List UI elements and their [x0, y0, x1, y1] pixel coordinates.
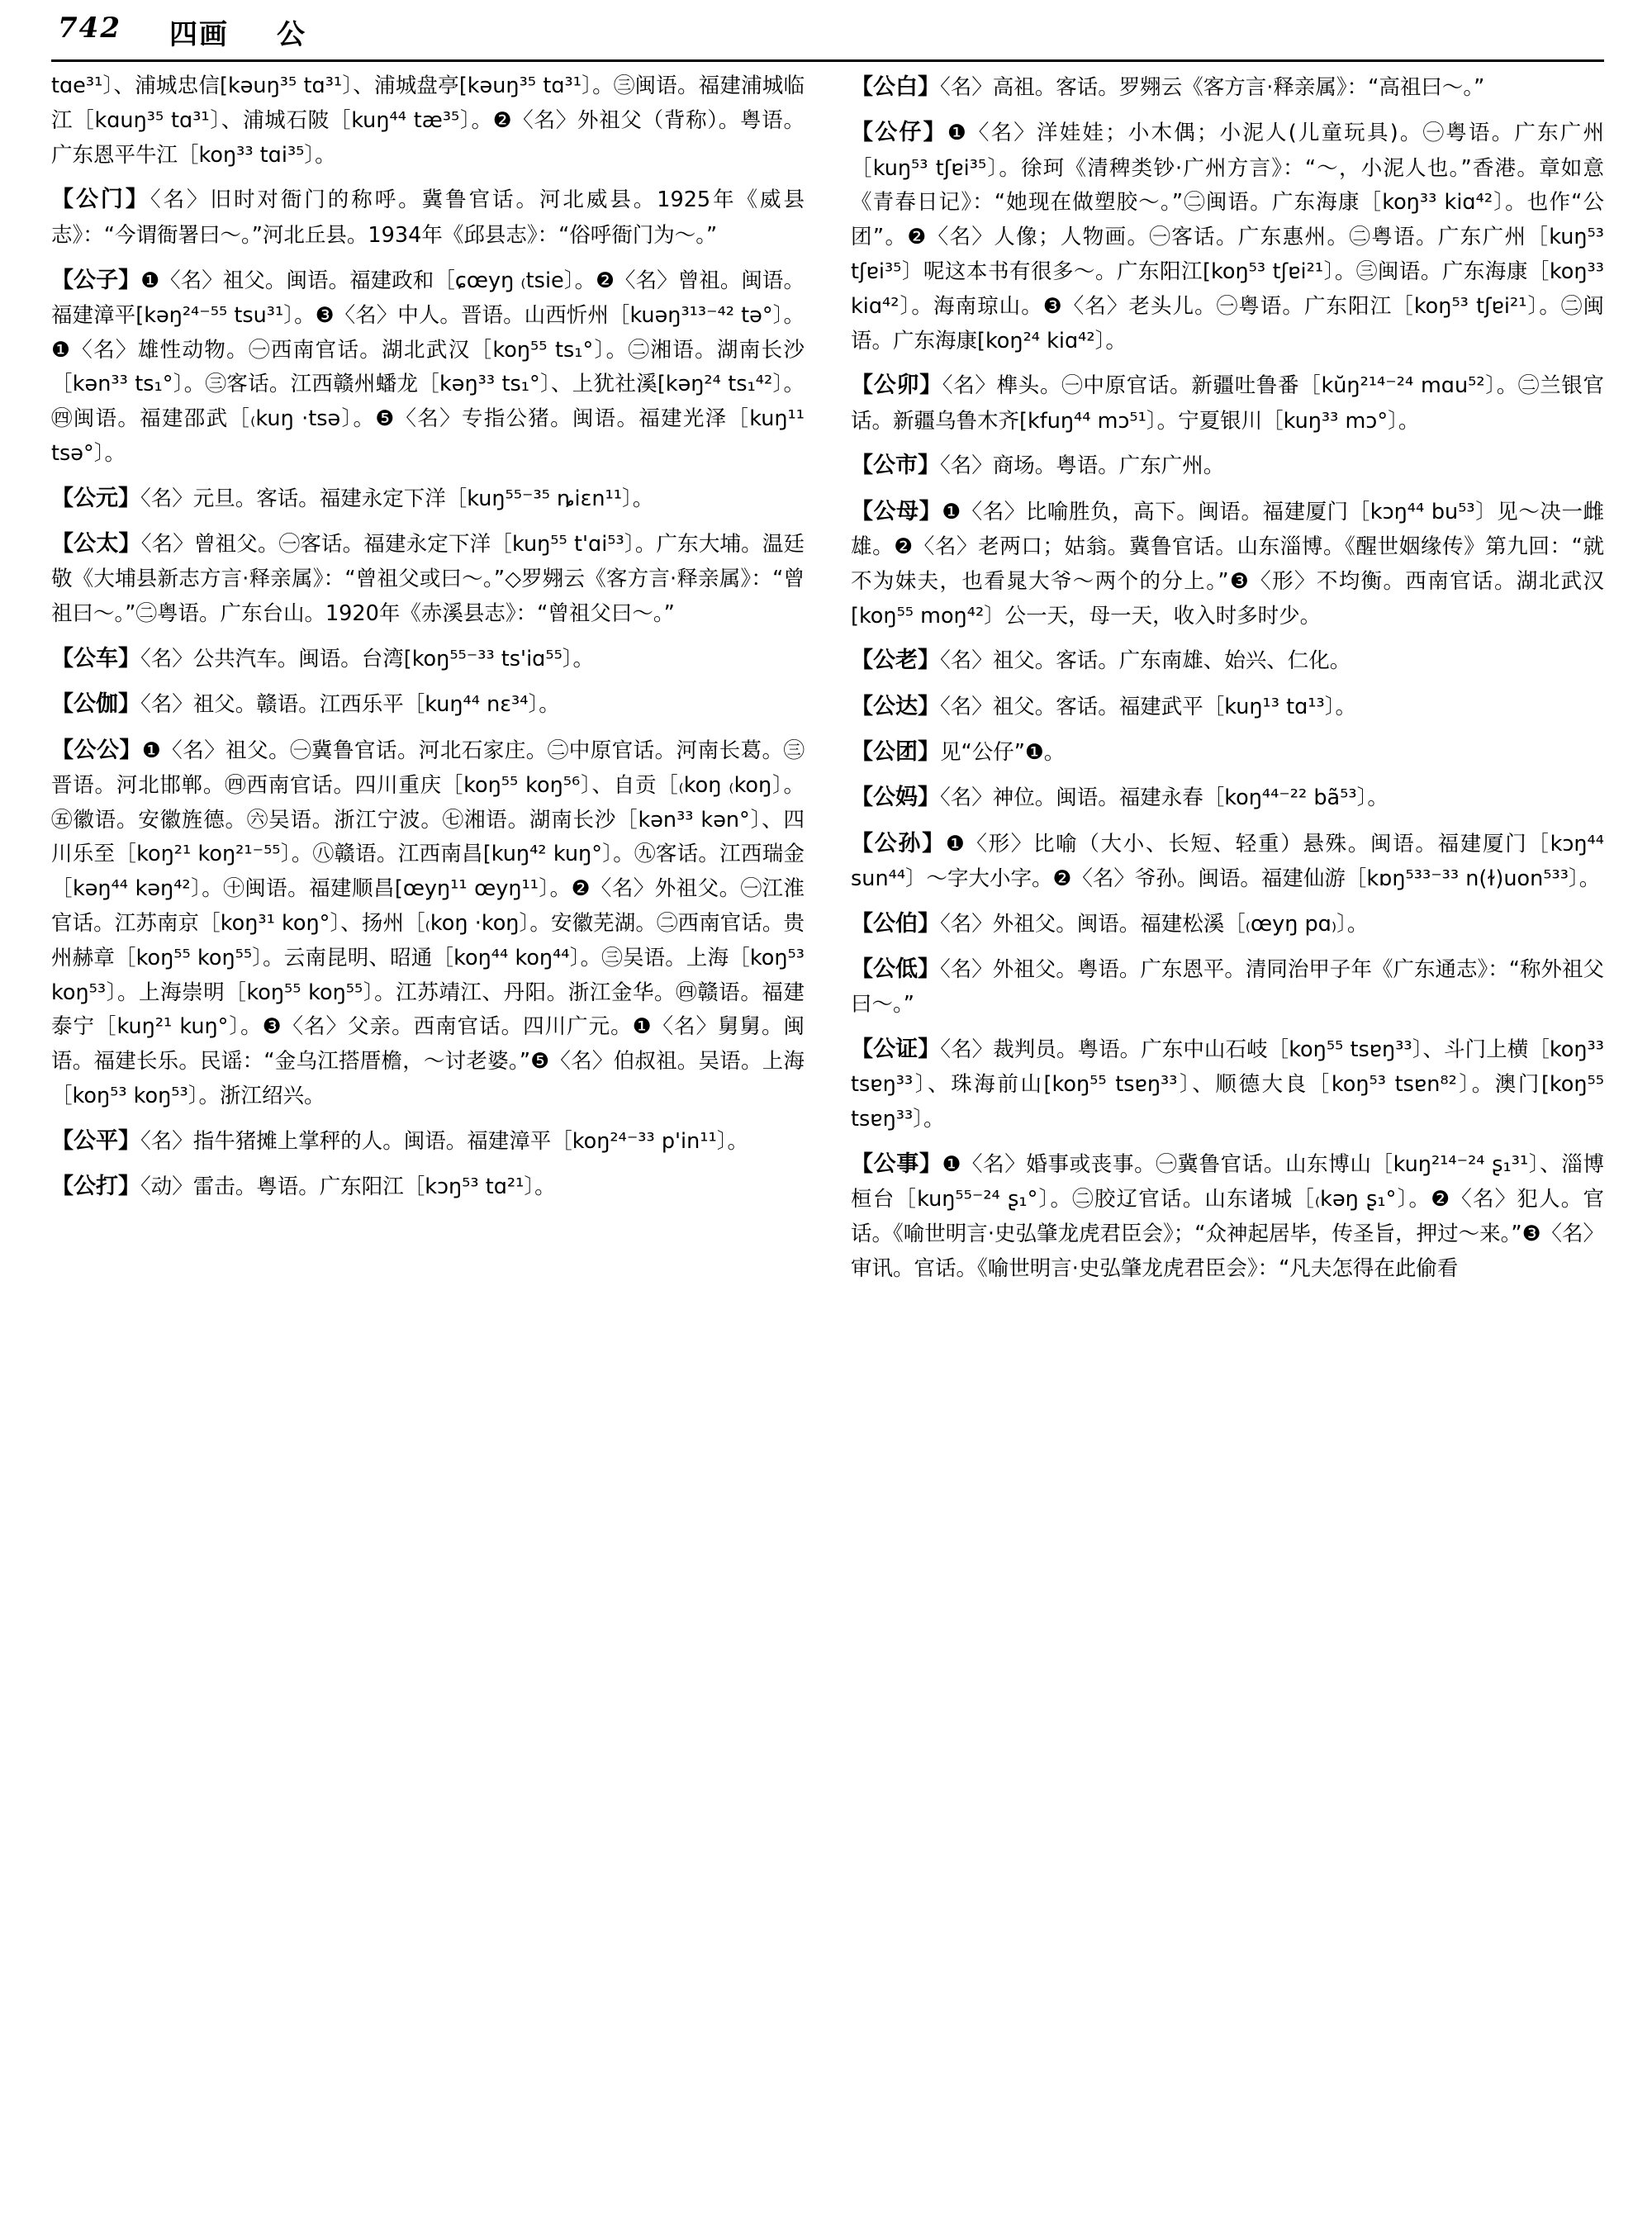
entry-gongbai — [851, 69, 1604, 106]
page-number: 742 — [58, 12, 121, 45]
entry-gongping — [51, 1123, 805, 1160]
entry-headword: 【公子】 — [51, 267, 141, 293]
entry-gongmao — [851, 368, 1604, 439]
entry-headword: 【公元】 — [51, 485, 140, 511]
entry-headword: 【公老】 — [851, 648, 940, 674]
entry-headword: 【公证】 — [851, 1036, 941, 1062]
entry-text: 〈名〉元旦。客话。福建永定下洋［kuŋ⁵⁵⁻³⁵ ȵiɛn¹¹〕。 — [140, 486, 654, 511]
entry-gongzai — [851, 115, 1604, 358]
entry-text: 〈名〉祖父。赣语。江西乐平［kuŋ⁴⁴ nɛ³⁴〕。 — [140, 692, 560, 718]
entry-text: 〈名〉裁判员。粤语。广东中山石岐［koŋ⁵⁵ tsɐŋ³³〕、斗门上横［koŋ³³ tsɐŋ³³〕、珠海前山[koŋ⁵⁵ tsɐŋ³³〕、顺德大良［koŋ⁵³ tsɐn⁸²〕。澳门[koŋ⁵⁵ tsɐŋ³³〕。 — [851, 1037, 1605, 1132]
entry-text: 〈名〉祖父。客话。广东南雄、始兴、仁化。 — [940, 648, 1351, 674]
entry-gongzi — [51, 263, 805, 472]
entry-headword: 【公孙】 — [851, 830, 946, 856]
entry-text: 〈名〉旧时对衙门的称呼。冀鲁官话。河北威县。1925年《威县志》：“今谓衙署曰～。”河北丘县。1934年《邱县志》：“俗呼衙门为～。” — [51, 187, 805, 248]
entry-gongyuan — [51, 481, 805, 517]
entry-headword: 【公门】 — [51, 187, 150, 213]
entry-headword: 【公平】 — [51, 1127, 140, 1154]
entry-text: ❶〈形〉比喻（大小、长短、轻重）悬殊。闽语。福建厦门［kɔŋ⁴⁴ sun⁴⁴〕～字大小字。❷〈名〉爷孙。闽语。福建仙游［kɒŋ⁵³³⁻³³ n(ɫ)uon⁵³³〕。 — [851, 831, 1604, 891]
entry-headword: 【公卯】 — [851, 372, 942, 399]
entry-gonggong — [51, 733, 805, 1114]
entry-headword: 【公妈】 — [851, 785, 940, 811]
entry-gongda-strike — [51, 1169, 805, 1205]
entry-text: 见“公仔”❶。 — [940, 739, 1066, 765]
entry-headword: 【公太】 — [51, 531, 141, 558]
header-section-char: 公 — [276, 18, 306, 51]
page-header — [58, 12, 1602, 58]
entry-headword: 【公达】 — [851, 693, 940, 719]
entry-text: ❶〈名〉洋娃娃；小木偶；小泥人(儿童玩具)。㊀粤语。广东广州［kuŋ⁵³ tʃɐi³⁵〕。徐珂《清稗类钞·广州方言》：“～，小泥人也。”香港。章如意《青春日记》：“她现在做塑胶～。”㊁闽语。广东海康［koŋ³³ kiɑ⁴²〕。也作“公团”。❷〈名〉人像；人物画。㊀客话。广东惠州。㊁粤语。广东广州［kuŋ⁵³ tʃɐi³⁵〕呢这本书有很多～。广东阳江[koŋ⁵³ tʃɐi²¹〕。㊂闽语。广东海康［koŋ³³ kiɑ⁴²〕。海南琼山。❸〈名〉老头儿。㊀粤语。广东阳江［koŋ⁵³ tʃɐi²¹〕。㊁闽语。广东海康[koŋ²⁴ kiɑ⁴²〕。 — [851, 121, 1605, 353]
entry-text: 〈名〉祖父。客话。福建武平［kuŋ¹³ tɑ¹³〕。 — [940, 694, 1356, 719]
entry-text: 〈名〉外祖父。粤语。广东恩平。清同治甲子年《广东通志》：“称外祖父曰～。” — [851, 956, 1604, 1018]
entry-gongtai — [51, 526, 805, 632]
entry-gongzheng — [851, 1032, 1604, 1137]
entry-headword: 【公车】 — [51, 646, 140, 671]
entry-headword: 【公白】 — [851, 74, 940, 100]
entry-text: 〈名〉高祖。客话。罗翙云《客方言·释亲属》：“高祖曰～。” — [940, 75, 1485, 100]
entry-headword: 【公事】 — [851, 1151, 942, 1177]
entry-gongmen — [51, 182, 805, 253]
entry-text: 〈名〉神位。闽语。福建永春［koŋ⁴⁴⁻²² bã⁵³〕。 — [940, 785, 1389, 811]
entry-text: ❶〈名〉婚事或丧事。㊀冀鲁官话。山东博山［kuŋ²¹⁴⁻²⁴ ʂ₁³¹〕、淄博桓台［kuŋ⁵⁵⁻²⁴ ʂ₁°〕。㊁胶辽官话。山东诸城［₍kəŋ ʂ₁°〕。❷〈名〉犯人。官话。《喻世明言·史弘肇龙虎君臣会》；“众神起居毕，传圣旨，押过～来。”❸〈名〉审讯。官话。《喻世明言·史弘肇龙虎君臣会》：“凡夫怎得在此偷看 — [851, 1151, 1604, 1281]
entry-headword: 【公低】 — [851, 956, 941, 982]
entry-text: ❶〈名〉祖父。㊀冀鲁官话。河北石家庄。㊁中原官话。河南长葛。㊂晋语。河北邯郸。㊃西南官话。四川重庆［koŋ⁵⁵ koŋ⁵⁶〕、自贡［₍koŋ ₍koŋ〕。㊄徽语。安徽旌德。㊅吴语。浙江宁波。㊆湘语。湖南长沙［kən³³ kən°〕、四川乐至［koŋ²¹ koŋ²¹⁻⁵⁵〕。㊇赣语。江西南昌[kuŋ⁴² kuŋ°〕。㊈客话。江西瑞金［kəŋ⁴⁴ kəŋ⁴²〕。㊉闽语。福建顺昌[œyŋ¹¹ œyŋ¹¹〕。❷〈名〉外祖父。㊀江淮官话。江苏南京［koŋ³¹ koŋ°〕、扬州［₍koŋ ·koŋ〕。安徽芜湖。㊁西南官话。贵州赫章［koŋ⁵⁵ koŋ⁵⁵〕。云南昆明、昭通［koŋ⁴⁴ koŋ⁴⁴〕。㊂吴语。上海［koŋ⁵³ koŋ⁵³〕。上海崇明［koŋ⁵⁵ koŋ⁵⁵〕。江苏靖江、丹阳。浙江金华。㊃赣语。福建泰宁［kuŋ²¹ kuŋ°〕。❸〈名〉父亲。西南官话。四川广元。❶〈名〉舅舅。闽语。福建长乐。民谣：“金乌江搭厝檐，～讨老婆。”❺〈名〉伯叔祖。吴语。上海［koŋ⁵³ koŋ⁵³〕。浙江绍兴。 — [51, 738, 805, 1109]
entry-text: ❶〈名〉比喻胜负，高下。闽语。福建厦门［kɔŋ⁴⁴ bu⁵³〕见～决一雌雄。❷〈名〉老两口；姑翁。冀鲁官话。山东淄博。《醒世姻缘传》第九回：“就不为妹夫，也看晁大爷～两个的分上。”❸〈形〉不均衡。西南官话。湖北武汉[koŋ⁵⁵ moŋ⁴²〕公一天，母一天，收入时多时少。 — [851, 499, 1604, 629]
entry-gongshi-market — [851, 448, 1604, 484]
entry-headword: 【公母】 — [851, 498, 942, 524]
entry-gongda — [851, 689, 1604, 725]
entry-text: 〈名〉榫头。㊀中原官话。新疆吐鲁番［kŭŋ²¹⁴⁻²⁴ mɑu⁵²〕。㊁兰银官话。新疆乌鲁木齐[kfuŋ⁴⁴ mɔ⁵¹〕。宁夏银川［kuŋ³³ mɔ°〕。 — [851, 373, 1605, 434]
entry-continuation — [51, 69, 805, 173]
column-right — [851, 69, 1604, 2217]
entry-gongsun — [851, 826, 1604, 897]
entry-text: 〈名〉曾祖父。㊀客话。福建永定下洋［kuŋ⁵⁵ t'ɑi⁵³〕。广东大埔。温廷敬《大埔县新志方言·释亲属》：“曾祖父或曰～。”◇罗翙云《客方言·释亲属》：“曾祖曰～。”㊁粤语。广东台山。1920年《赤溪县志》：“曾祖父曰～。” — [51, 532, 805, 627]
entry-gongche — [51, 641, 805, 677]
column-left — [51, 69, 805, 2217]
entry-headword: 【公打】 — [51, 1174, 140, 1200]
entry-headword: 【公团】 — [851, 738, 940, 765]
entry-text: ❶〈名〉祖父。闽语。福建政和［ɕœyŋ ₍tsie〕。❷〈名〉曾祖。闽语。福建漳平[kəŋ²⁴⁻⁵⁵ tsu³¹〕。❸〈名〉中人。晋语。山西忻州［kuəŋ³¹³⁻⁴² tə°〕。❶〈名〉雄性动物。㊀西南官话。湖北武汉［koŋ⁵⁵ ts₁°〕。㊁湘语。湖南长沙［kən³³ ts₁°〕。㊂客话。江西赣州蟠龙［kəŋ³³ ts₁°〕、上犹社溪[kəŋ²⁴ ts₁⁴²〕。㊃闽语。福建邵武［₍kuŋ ·tsə〕。❺〈名〉专指公猪。闽语。福建光泽［kuŋ¹¹ tsə°〕。 — [51, 268, 805, 467]
entry-headword: 【公伽】 — [51, 691, 140, 718]
entry-headword: 【公市】 — [851, 453, 940, 479]
header-divider — [51, 59, 1604, 62]
entry-gongma — [851, 780, 1604, 816]
entry-text: 〈名〉商场。粤语。广东广州。 — [940, 453, 1225, 479]
entry-gongtuan — [851, 734, 1604, 771]
entry-text: tɑe³¹〕、浦城忠信[kəuŋ³⁵ tɑ³¹〕、浦城盘亭[kəuŋ³⁵ tɑ³¹〕。㊂闽语。福建浦城临江［kɑuŋ³⁵ tɑ³¹〕、浦城石陂［kuŋ⁴⁴ tæ³⁵〕。❷〈名〉外祖父（背称）。粤语。广东恩平牛江［koŋ³³ tɑi³⁵〕。 — [51, 74, 805, 168]
entry-gongdi — [851, 951, 1604, 1022]
entry-gongjia — [51, 686, 805, 723]
entry-text: 〈名〉指牛猪摊上掌秤的人。闽语。福建漳平［koŋ²⁴⁻³³ p'in¹¹〕。 — [140, 1128, 748, 1154]
entry-text: 〈名〉外祖父。闽语。福建松溪［₍œyŋ pɑ₎〕。 — [940, 911, 1369, 937]
entry-gongbo — [851, 906, 1604, 942]
entry-gongshi-affair — [851, 1146, 1604, 1287]
entry-headword: 【公仔】 — [851, 120, 947, 146]
header-section-stroke: 四画 — [169, 18, 229, 51]
entry-gonglao — [851, 643, 1604, 679]
entry-headword: 【公伯】 — [851, 910, 940, 937]
entry-text: 〈动〉雷击。粤语。广东阳江［kɔŋ⁵³ tɑ²¹〕。 — [140, 1174, 556, 1200]
entry-text: 〈名〉公共汽车。闽语。台湾[koŋ⁵⁵⁻³³ ts'iɑ⁵⁵〕。 — [140, 647, 595, 671]
entry-gongmu — [851, 494, 1604, 634]
entry-headword: 【公公】 — [51, 737, 142, 763]
page-columns — [51, 69, 1604, 2217]
